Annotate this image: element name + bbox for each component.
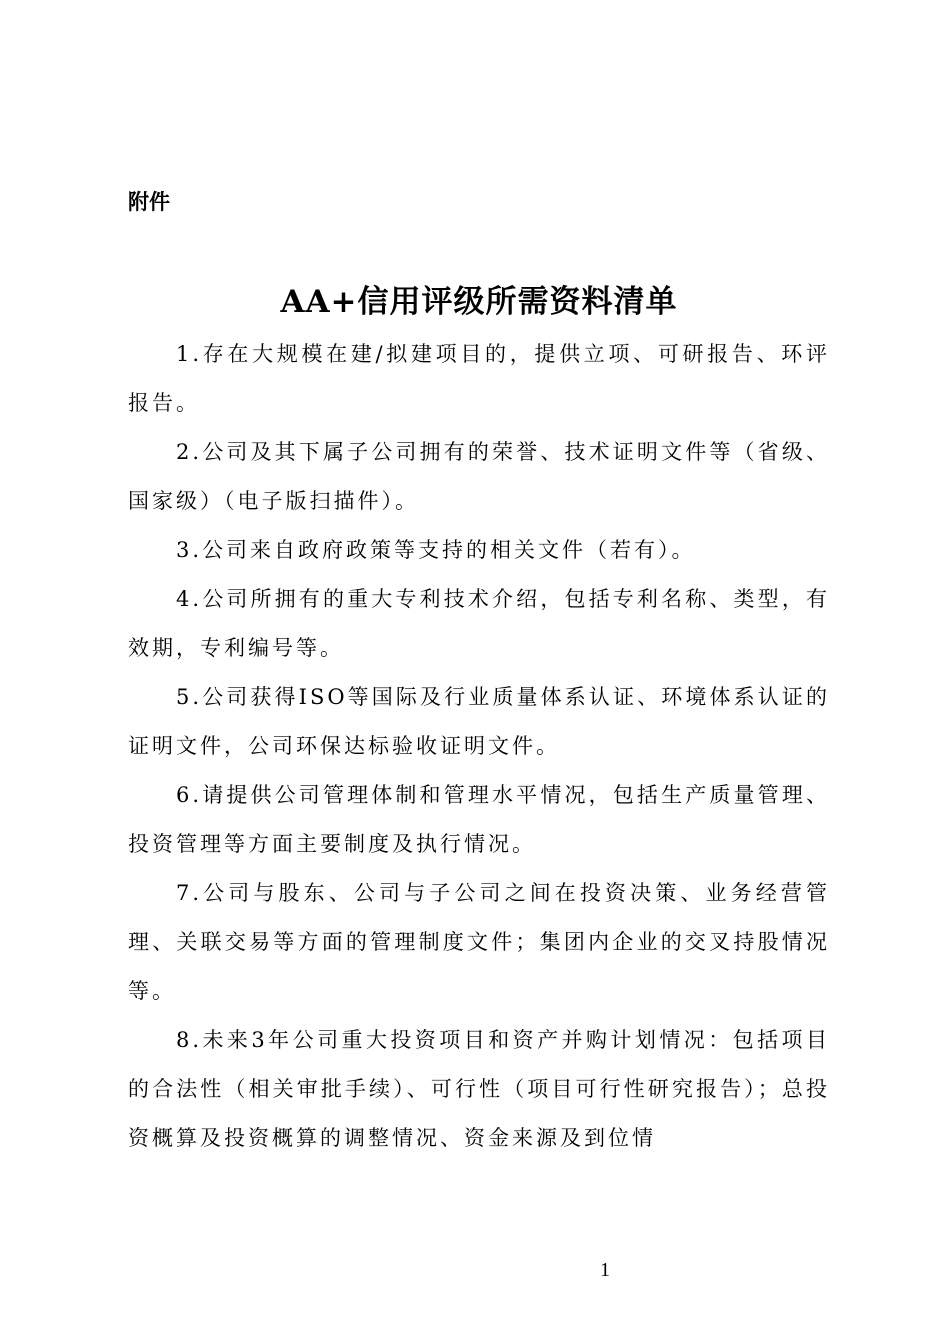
- document-body: [128, 330, 830, 1163]
- list-item-2: 2.公司及其下属子公司拥有的荣誉、技术证明文件等（省级、国家级）（电子版扫描件）。: [128, 440, 830, 513]
- list-item-5: 5.公司获得ISO等国际及行业质量体系认证、环境体系认证的证明文件，公司环保达标验收证明文件。: [128, 685, 830, 758]
- page-number: 1: [600, 1259, 610, 1281]
- attachment-label: 附件: [128, 190, 170, 214]
- document-title: AA+信用评级所需资料清单: [280, 284, 678, 320]
- list-item-1: 1.存在大规模在建/拟建项目的，提供立项、可研报告、环评报告。: [128, 342, 830, 415]
- list-item-4: 4.公司所拥有的重大专利技术介绍，包括专利名称、类型，有效期，专利编号等。: [128, 587, 830, 660]
- list-item-3: 3.公司来自政府政策等支持的相关文件（若有）。: [176, 538, 696, 562]
- list-item-6: 6.请提供公司管理体制和管理水平情况，包括生产质量管理、投资管理等方面主要制度及执行情况。: [128, 783, 830, 856]
- list-item-8: 8.未来3年公司重大投资项目和资产并购计划情况：包括项目的合法性（相关审批手续）、可行性（项目可行性研究报告）；总投资概算及投资概算的调整情况、资金来源及到位情: [128, 1028, 830, 1150]
- list-item-7: 7.公司与股东、公司与子公司之间在投资决策、业务经营管理、关联交易等方面的管理制度文件；集团内企业的交叉持股情况等。: [128, 881, 830, 1003]
